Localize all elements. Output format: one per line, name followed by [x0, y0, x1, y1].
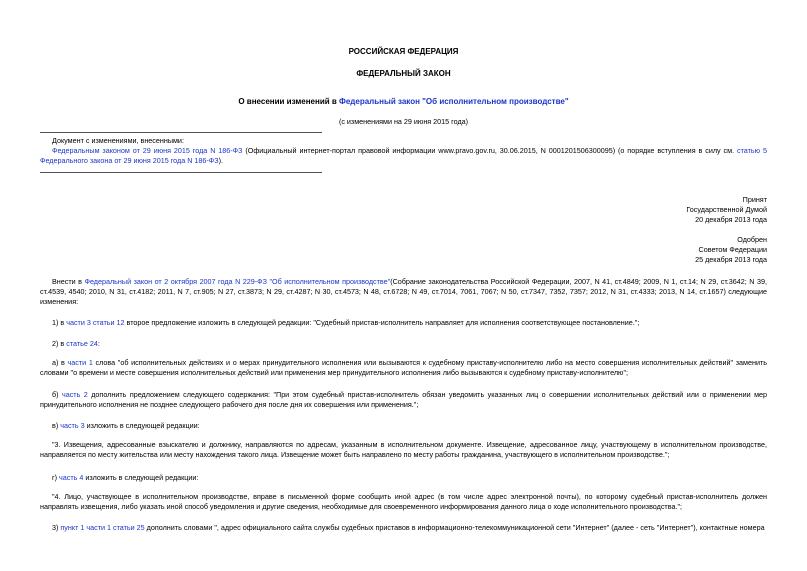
- item-1-text: 1) в: [52, 318, 67, 327]
- subitem-b: [40, 390, 767, 410]
- amending-law-link[interactable]: Федеральным законом от 29 июня 2015 года N 186-ФЗ: [52, 146, 243, 156]
- approved-date: 25 декабря 2013 года: [695, 255, 767, 265]
- intro-citation: (Собрание законодательства Российской Федерации, 2007, N 41, ст.4849; 2009, N 1, ст.14; N 29, ст.3642; N 39, ст.4539, 4540; 2010, N 31, ст.4182; 2011, N 7, ст.905; N 27, ст.3873; N 29, ст.4287; N 30, ст.4573; N 48, ст.6728; N 49, ст.7014, 7061, 7067; N 50, ст.7347, 7352, 7357; 2012, N 31, ст.4333; 2013, N 14, ст.1657) следующие изменения:: [40, 277, 767, 307]
- law-title: [0, 96, 807, 107]
- changes-list-item: [40, 146, 767, 166]
- item-3: [40, 523, 767, 533]
- country-heading: РОССИЙСКАЯ ФЕДЕРАЦИЯ: [348, 47, 459, 56]
- subitem-v-text: в): [52, 421, 61, 430]
- item-3-text: 3): [52, 523, 61, 532]
- changes-intro: Документ с изменениями, внесенными:: [52, 136, 184, 145]
- art25-link[interactable]: пункт 1 части 1 статьи 25: [60, 523, 145, 532]
- law-type-heading: ФЕДЕРАЛЬНЫЙ ЗАКОН: [356, 69, 451, 78]
- subitem-a: [40, 358, 767, 378]
- part4-link[interactable]: часть 4: [59, 473, 84, 482]
- part1-link[interactable]: части 1: [67, 358, 93, 367]
- changes-text-end: ).: [218, 156, 223, 166]
- adopted-body: Государственной Думой: [686, 205, 767, 215]
- quote-part-3: "3. Извещения, адресованные взыскателю и должнику, направляются по адресам, указанным в исполнительном документе. Извещение, адресованное лицу, участвующему в исполнительном производстве, направляется по месту жительства или месту нахождения такого лица. Извещение может быть направлено по месту работы гражданина, участвующего в исполнительном производстве.";: [40, 440, 767, 460]
- subitem-g-text: г): [52, 473, 60, 482]
- item-2-rest: :: [97, 339, 100, 348]
- subitem-g-rest: изложить в следующей редакции:: [83, 473, 199, 482]
- intro-paragraph: [40, 277, 767, 307]
- entry-into-force-link[interactable]: статью 5 Федерального закона от 29 июня 2015 года N 186-ФЗ: [40, 146, 767, 166]
- law-title-prefix: О внесении изменений в: [238, 97, 340, 106]
- subitem-a-rest: слова "об исполнительных действиях и о мерах принудительного исполнения или вызываются к судебному приставу-исполнителю либо на место совершения исполнительных действий" заменить словами "о времени и месте совершения исполнительных действий или применения мер принудительного исполнения либо вызываются к судебному приставу-исполнителю";: [40, 358, 768, 378]
- changes-bottom-divider: [40, 172, 322, 173]
- adopted-duma: [686, 195, 767, 225]
- adopted-label: Принят: [742, 195, 767, 204]
- subitem-v: [40, 421, 767, 431]
- intro-text: Внести в: [52, 277, 85, 286]
- subitem-v-rest: изложить в следующей редакции:: [84, 421, 200, 430]
- approved-body: Советом Федерации: [698, 245, 767, 255]
- item-1: [40, 318, 767, 328]
- subitem-g: [40, 473, 767, 483]
- changes-top-divider: [40, 132, 322, 133]
- part2-link[interactable]: часть 2: [61, 390, 88, 399]
- amended-law-link[interactable]: Федеральный закон "Об исполнительном производстве": [339, 97, 569, 106]
- art12-link[interactable]: части 3 статьи 12: [66, 318, 125, 327]
- law-229-link[interactable]: Федеральный закон от 2 октября 2007 года N 229-ФЗ "Об исполнительном производстве": [84, 277, 391, 286]
- subitem-b-rest: дополнить предложением следующего содержания: "При этом судебный пристав-исполнитель обязан уведомить указанных лиц о совершении исполнительных действий или о применении мер принудительного исполнения не позднее следующего рабочего дня после дня их совершения или применения.";: [40, 390, 768, 410]
- subitem-b-text: б): [52, 390, 62, 399]
- item-3-rest: дополнить словами ", адрес официального сайта службы судебных приставов в информационно-телекоммуникационной сети "Интернет" (далее - сеть "Интернет"), контактные номера: [144, 523, 765, 532]
- adopted-date: 20 декабря 2013 года: [695, 215, 767, 225]
- changes-box: [40, 136, 767, 166]
- changes-text: (Официальный интернет-портал правовой информации www.pravo.gov.ru, 30.06.2015, N 0001201506300095) (о порядке вступления в силу см.: [242, 146, 737, 156]
- item-1-rest: второе предложение изложить в следующей редакции: "Судебный пристав-исполнитель направляет для исполнения соответствующее постановление.";: [124, 318, 640, 327]
- edition-note: (с изменениями на 29 июня 2015 года): [338, 117, 469, 126]
- part3-link[interactable]: часть 3: [60, 421, 85, 430]
- subitem-a-text: а) в: [52, 358, 68, 367]
- item-2-text: 2) в: [52, 339, 67, 348]
- approved-label: Одобрен: [737, 235, 767, 244]
- approved-council: [695, 235, 767, 265]
- quote-part-4: "4. Лицо, участвующее в исполнительном производстве, вправе в письменной форме сообщить иной адрес (в том числе адрес электронной почты), по которому судебный пристав-исполнитель должен направлять извещения, либо указать иной способ уведомления и другие сведения, необходимые для своевременного информирования данного лица о ходе исполнительного производства.";: [40, 492, 767, 512]
- art24-link[interactable]: статье 24: [66, 339, 98, 348]
- item-2: [40, 339, 767, 349]
